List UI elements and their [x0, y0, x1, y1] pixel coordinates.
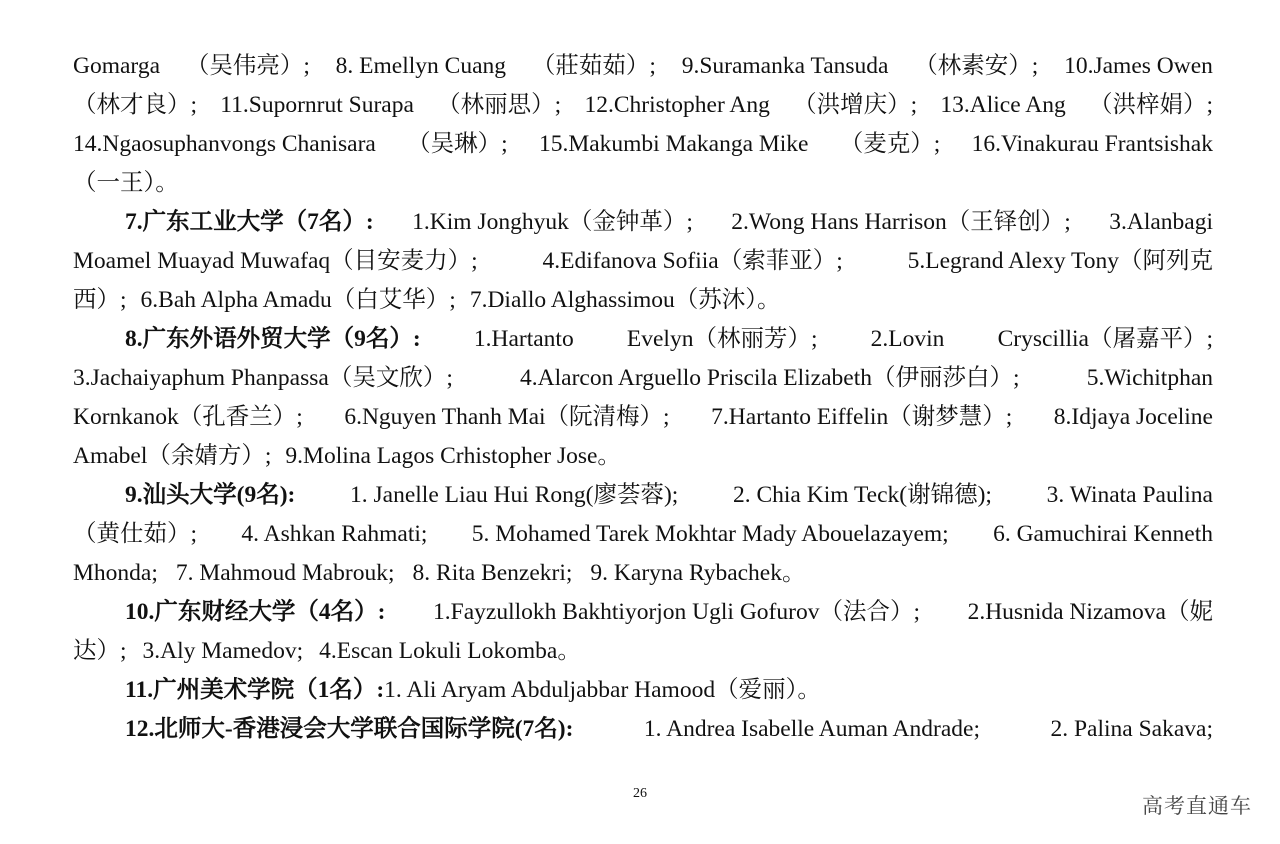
text-line: [73, 437, 1213, 476]
section-heading: 7.广东工业大学（7名）:: [125, 209, 374, 235]
text-segment: 7.Diallo Alghassimou（苏沐）。: [469, 287, 781, 313]
section-heading-line: [73, 203, 1213, 242]
text-segment: 8.Idjaya Joceline: [1053, 404, 1213, 430]
section-heading-line: [73, 320, 1213, 359]
text-segment: Amabel（余婧方）;: [73, 443, 272, 469]
text-segment: 13.Alice Ang: [940, 92, 1066, 118]
text-segment: 1.Fayzullokh Bakhtiyorjon Ugli Gofurov（法合）;: [433, 599, 920, 625]
text-segment: （洪增庆）;: [793, 92, 918, 118]
section-heading: 12.北师大-香港浸会大学联合国际学院(7名):: [125, 716, 574, 742]
text-segment: （林素安）;: [914, 53, 1039, 79]
text-line: [73, 125, 1213, 164]
text-segment: 8. Emellyn Cuang: [335, 53, 507, 79]
text-segment: 2.Husnida Nizamova（妮: [967, 599, 1213, 625]
text-line: [73, 515, 1213, 554]
text-line: [73, 86, 1213, 125]
text-segment: 2. Palina Sakava;: [1050, 716, 1213, 742]
text-segment: 9.Molina Lagos Crhistopher Jose。: [285, 443, 621, 469]
text-segment: Mhonda;: [73, 560, 158, 586]
text-segment: 12.Christopher Ang: [584, 92, 770, 118]
text-line: [73, 554, 1213, 593]
section-heading-line: [73, 710, 1213, 749]
text-segment: 5.Legrand Alexy Tony（阿列克: [907, 248, 1213, 274]
section-heading: 10.广东财经大学（4名）:: [125, 599, 386, 625]
text-segment: 3.Jachaiyaphum Phanpassa（吴文欣）;: [73, 365, 453, 391]
text-segment: 9. Karyna Rybachek。: [590, 560, 806, 586]
text-line: [73, 359, 1213, 398]
text-segment: 4.Escan Lokuli Lokomba。: [319, 638, 581, 664]
text-segment: 1. Andrea Isabelle Auman Andrade;: [643, 716, 980, 742]
text-segment: 15.Makumbi Makanga Mike: [538, 131, 809, 157]
text-segment: （洪梓娟）;: [1088, 92, 1213, 118]
text-segment: （吴琳）;: [407, 131, 508, 157]
text-segment: 6.Nguyen Thanh Mai（阮清梅）;: [344, 404, 670, 430]
text-segment: 4.Alarcon Arguello Priscila Elizabeth（伊丽莎白）;: [520, 365, 1020, 391]
text-segment: 11.Supornrut Surapa: [220, 92, 414, 118]
text-segment: Kornkanok（孔香兰）;: [73, 404, 303, 430]
document-body: [73, 47, 1213, 749]
section-heading: 9.汕头大学(9名):: [125, 482, 296, 508]
text-segment: 4.Edifanova Sofiia（索菲亚）;: [542, 248, 843, 274]
section-heading: 8.广东外语外贸大学（9名）:: [125, 326, 421, 352]
text-segment: （一王）。: [73, 170, 179, 196]
text-segment: （黄仕茹）;: [73, 521, 198, 547]
text-segment: Gomarga: [73, 53, 161, 79]
text-segment: 2.Lovin: [870, 326, 945, 352]
text-segment: 西）;: [73, 287, 127, 313]
text-segment: 16.Vinakurau Frantsishak: [971, 131, 1213, 157]
text-line: [73, 281, 1213, 320]
text-segment: 3.Aly Mamedov;: [142, 638, 304, 664]
text-segment: 7.Hartanto Eiffelin（谢梦慧）;: [711, 404, 1013, 430]
section-heading: 11.广州美术学院（1名）:: [125, 677, 385, 703]
text-segment: 10.James Owen: [1064, 53, 1213, 79]
page-number: 26: [633, 786, 647, 801]
section-heading-line: [73, 476, 1213, 515]
text-segment: 2. Chia Kim Teck(谢锦德);: [732, 482, 992, 508]
text-segment: 1.Kim Jonghyuk（金钟革）;: [412, 209, 693, 235]
text-segment: （林才良）;: [73, 92, 198, 118]
text-segment: Cryscillia（屠嘉平）;: [997, 326, 1213, 352]
text-segment: 9.Suramanka Tansuda: [681, 53, 889, 79]
text-segment: Evelyn（林丽芳）;: [626, 326, 818, 352]
text-segment: 3. Winata Paulina: [1046, 482, 1213, 508]
text-segment: （莊茹茹）;: [531, 53, 656, 79]
text-line: [73, 242, 1213, 281]
section-heading-line: [73, 671, 1213, 710]
text-segment: （吴伟亮）;: [185, 53, 310, 79]
text-line: [73, 632, 1213, 671]
text-line: [73, 398, 1213, 437]
text-segment: 6. Gamuchirai Kenneth: [993, 521, 1213, 547]
text-segment: 14.Ngaosuphanvongs Chanisara: [73, 131, 376, 157]
text-segment: （林丽思）;: [437, 92, 562, 118]
text-segment: 6.Bah Alpha Amadu（白艾华）;: [140, 287, 456, 313]
text-segment: 4. Ashkan Rahmati;: [241, 521, 428, 547]
text-line: [73, 164, 1213, 203]
text-segment: 1. Janelle Liau Hui Rong(廖荟蓉);: [350, 482, 679, 508]
text-segment: 达）;: [73, 638, 127, 664]
text-segment: （麦克）;: [839, 131, 941, 157]
text-segment: 1.Hartanto: [473, 326, 574, 352]
text-line: [73, 47, 1213, 86]
text-segment: 3.Alanbagi: [1109, 209, 1213, 235]
text-segment: 5.Wichitphan: [1086, 365, 1213, 391]
text-segment: 8. Rita Benzekri;: [412, 560, 573, 586]
text-segment: 5. Mohamed Tarek Mokhtar Mady Abouelazayem;: [471, 521, 949, 547]
text-segment: 1. Ali Aryam Abduljabbar Hamood（爱丽）。: [384, 677, 821, 703]
watermark-logo: 高考直通车: [1142, 794, 1252, 818]
section-heading-line: [73, 593, 1213, 632]
text-segment: Moamel Muayad Muwafaq（目安麦力）;: [73, 248, 478, 274]
text-segment: 7. Mahmoud Mabrouk;: [175, 560, 395, 586]
text-segment: 2.Wong Hans Harrison（王铎创）;: [731, 209, 1071, 235]
